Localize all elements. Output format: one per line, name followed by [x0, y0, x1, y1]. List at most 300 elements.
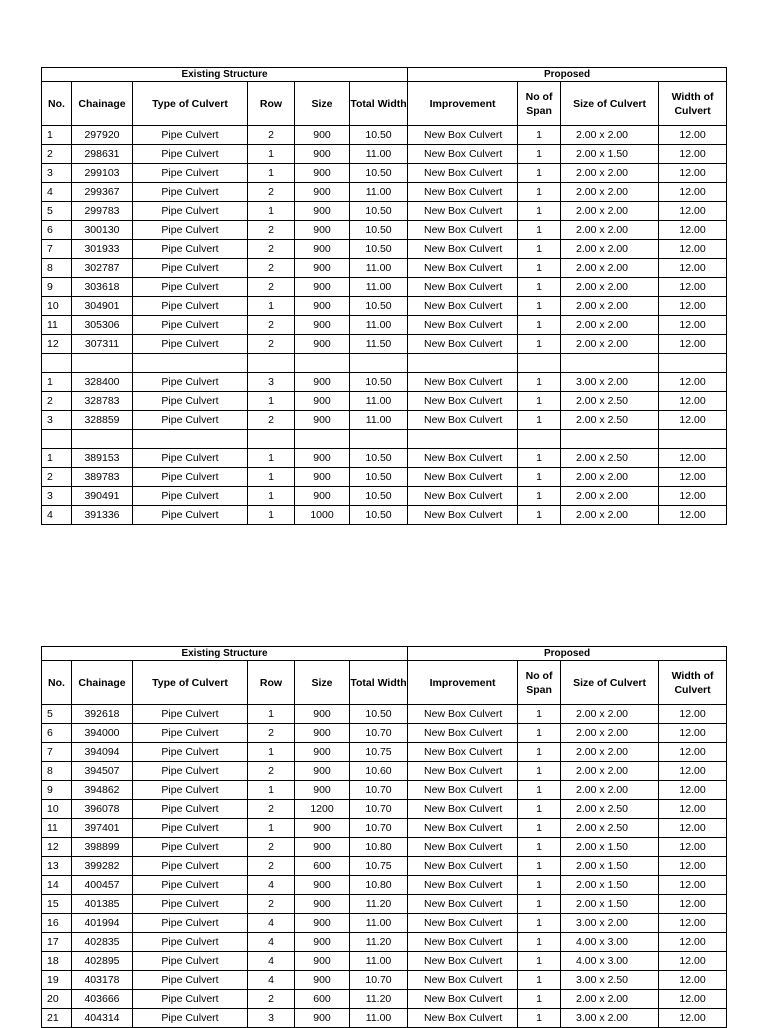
empty-cell	[133, 430, 248, 449]
cell-improvement: New Box Culvert	[408, 781, 518, 800]
cell-no: 2	[42, 145, 72, 164]
cell-row: 2	[248, 335, 295, 354]
proposed-header: Proposed	[408, 68, 727, 82]
cell-width-of-culvert: 12.00	[659, 335, 727, 354]
cell-type-of-culvert: Pipe Culvert	[133, 762, 248, 781]
cell-no: 3	[42, 487, 72, 506]
cell-improvement: New Box Culvert	[408, 724, 518, 743]
table-row	[42, 468, 727, 487]
cell-type-of-culvert: Pipe Culvert	[133, 971, 248, 990]
cell-width-of-culvert: 12.00	[659, 411, 727, 430]
empty-cell	[518, 354, 561, 373]
cell-type-of-culvert: Pipe Culvert	[133, 316, 248, 335]
cell-no-of-span: 1	[518, 468, 561, 487]
cell-width-of-culvert: 12.00	[659, 857, 727, 876]
cell-width-of-culvert: 12.00	[659, 468, 727, 487]
cell-type-of-culvert: Pipe Culvert	[133, 487, 248, 506]
table-row	[42, 487, 727, 506]
cell-no: 16	[42, 914, 72, 933]
cell-size-of-culvert: 3.00 x 2.00	[561, 914, 659, 933]
cell-type-of-culvert: Pipe Culvert	[133, 392, 248, 411]
cell-width-of-culvert: 12.00	[659, 316, 727, 335]
cell-size: 900	[295, 278, 350, 297]
cell-no-of-span: 1	[518, 183, 561, 202]
cell-chainage: 401994	[72, 914, 133, 933]
cell-type-of-culvert: Pipe Culvert	[133, 240, 248, 259]
cell-size: 900	[295, 259, 350, 278]
cell-row: 2	[248, 183, 295, 202]
cell-chainage: 297920	[72, 126, 133, 145]
cell-chainage: 300130	[72, 221, 133, 240]
cell-width-of-culvert: 12.00	[659, 297, 727, 316]
cell-no-of-span: 1	[518, 373, 561, 392]
cell-size-of-culvert: 2.00 x 2.00	[561, 316, 659, 335]
cell-size-of-culvert: 3.00 x 2.00	[561, 1009, 659, 1028]
cell-type-of-culvert: Pipe Culvert	[133, 895, 248, 914]
cell-no-of-span: 1	[518, 781, 561, 800]
cell-no-of-span: 1	[518, 449, 561, 468]
cell-size: 1200	[295, 800, 350, 819]
cell-improvement: New Box Culvert	[408, 506, 518, 525]
cell-total-width: 11.00	[350, 278, 408, 297]
cell-chainage: 397401	[72, 819, 133, 838]
cell-row: 1	[248, 449, 295, 468]
cell-type-of-culvert: Pipe Culvert	[133, 914, 248, 933]
cell-no-of-span: 1	[518, 164, 561, 183]
cell-improvement: New Box Culvert	[408, 487, 518, 506]
cell-no-of-span: 1	[518, 126, 561, 145]
cell-improvement: New Box Culvert	[408, 164, 518, 183]
table-row	[42, 1009, 727, 1028]
cell-no: 6	[42, 221, 72, 240]
cell-size-of-culvert: 2.00 x 1.50	[561, 145, 659, 164]
cell-width-of-culvert: 12.00	[659, 487, 727, 506]
cell-no: 10	[42, 297, 72, 316]
cell-no: 8	[42, 762, 72, 781]
cell-width-of-culvert: 12.00	[659, 895, 727, 914]
cell-improvement: New Box Culvert	[408, 392, 518, 411]
table-row	[42, 240, 727, 259]
col-type-of-culvert: Type of Culvert	[133, 661, 248, 705]
table-row	[42, 278, 727, 297]
cell-width-of-culvert: 12.00	[659, 800, 727, 819]
cell-chainage: 302787	[72, 259, 133, 278]
cell-row: 4	[248, 933, 295, 952]
cell-size-of-culvert: 2.00 x 2.00	[561, 762, 659, 781]
cell-size-of-culvert: 2.00 x 2.00	[561, 990, 659, 1009]
col-chainage: Chainage	[72, 82, 133, 126]
cell-width-of-culvert: 12.00	[659, 392, 727, 411]
existing-structure-header: Existing Structure	[42, 647, 408, 661]
cell-no-of-span: 1	[518, 240, 561, 259]
cell-no-of-span: 1	[518, 762, 561, 781]
cell-row: 2	[248, 411, 295, 430]
table-row	[42, 724, 727, 743]
cell-chainage: 298631	[72, 145, 133, 164]
cell-improvement: New Box Culvert	[408, 373, 518, 392]
cell-size-of-culvert: 2.00 x 2.00	[561, 126, 659, 145]
cell-chainage: 394507	[72, 762, 133, 781]
cell-total-width: 11.00	[350, 914, 408, 933]
cell-improvement: New Box Culvert	[408, 183, 518, 202]
cell-type-of-culvert: Pipe Culvert	[133, 411, 248, 430]
cell-improvement: New Box Culvert	[408, 762, 518, 781]
group-separator-row	[42, 430, 727, 449]
cell-total-width: 10.80	[350, 876, 408, 895]
culvert-table-2	[41, 646, 727, 1028]
cell-total-width: 10.70	[350, 781, 408, 800]
cell-size: 600	[295, 857, 350, 876]
cell-type-of-culvert: Pipe Culvert	[133, 990, 248, 1009]
cell-size: 900	[295, 164, 350, 183]
existing-structure-header: Existing Structure	[42, 68, 408, 82]
cell-width-of-culvert: 12.00	[659, 164, 727, 183]
cell-no-of-span: 1	[518, 819, 561, 838]
cell-improvement: New Box Culvert	[408, 857, 518, 876]
cell-size: 900	[295, 762, 350, 781]
cell-total-width: 10.70	[350, 724, 408, 743]
cell-row: 2	[248, 259, 295, 278]
cell-no-of-span: 1	[518, 838, 561, 857]
cell-no: 17	[42, 933, 72, 952]
cell-row: 2	[248, 316, 295, 335]
cell-width-of-culvert: 12.00	[659, 838, 727, 857]
empty-cell	[350, 354, 408, 373]
cell-no-of-span: 1	[518, 914, 561, 933]
cell-no: 7	[42, 743, 72, 762]
table-row	[42, 990, 727, 1009]
cell-size-of-culvert: 4.00 x 3.00	[561, 952, 659, 971]
cell-size-of-culvert: 2.00 x 2.00	[561, 259, 659, 278]
cell-improvement: New Box Culvert	[408, 240, 518, 259]
table-row	[42, 933, 727, 952]
cell-improvement: New Box Culvert	[408, 202, 518, 221]
cell-total-width: 11.00	[350, 183, 408, 202]
cell-size-of-culvert: 3.00 x 2.50	[561, 971, 659, 990]
cell-improvement: New Box Culvert	[408, 800, 518, 819]
cell-no-of-span: 1	[518, 221, 561, 240]
cell-no: 5	[42, 705, 72, 724]
cell-size-of-culvert: 2.00 x 2.50	[561, 449, 659, 468]
cell-no: 1	[42, 373, 72, 392]
cell-type-of-culvert: Pipe Culvert	[133, 449, 248, 468]
cell-row: 1	[248, 164, 295, 183]
cell-chainage: 299103	[72, 164, 133, 183]
cell-no-of-span: 1	[518, 990, 561, 1009]
cell-no: 6	[42, 724, 72, 743]
table-row	[42, 781, 727, 800]
cell-row: 2	[248, 724, 295, 743]
group-separator-row	[42, 354, 727, 373]
cell-size: 900	[295, 914, 350, 933]
cell-size-of-culvert: 2.00 x 2.00	[561, 487, 659, 506]
cell-no: 14	[42, 876, 72, 895]
empty-cell	[350, 430, 408, 449]
cell-size: 900	[295, 952, 350, 971]
cell-width-of-culvert: 12.00	[659, 781, 727, 800]
cell-row: 2	[248, 838, 295, 857]
cell-chainage: 403178	[72, 971, 133, 990]
cell-row: 1	[248, 819, 295, 838]
cell-total-width: 10.50	[350, 297, 408, 316]
cell-row: 2	[248, 895, 295, 914]
cell-type-of-culvert: Pipe Culvert	[133, 819, 248, 838]
cell-size-of-culvert: 2.00 x 2.00	[561, 297, 659, 316]
cell-total-width: 11.00	[350, 1009, 408, 1028]
cell-size-of-culvert: 2.00 x 2.00	[561, 468, 659, 487]
cell-width-of-culvert: 12.00	[659, 506, 727, 525]
cell-row: 3	[248, 373, 295, 392]
cell-size: 600	[295, 990, 350, 1009]
col-improvement: Improvement	[408, 661, 518, 705]
cell-size: 900	[295, 933, 350, 952]
col-row: Row	[248, 82, 295, 126]
empty-cell	[561, 430, 659, 449]
cell-total-width: 10.60	[350, 762, 408, 781]
table-row	[42, 705, 727, 724]
cell-chainage: 389153	[72, 449, 133, 468]
cell-total-width: 10.75	[350, 857, 408, 876]
cell-chainage: 392618	[72, 705, 133, 724]
cell-size-of-culvert: 2.00 x 2.00	[561, 743, 659, 762]
cell-no-of-span: 1	[518, 202, 561, 221]
cell-no: 12	[42, 838, 72, 857]
cell-type-of-culvert: Pipe Culvert	[133, 506, 248, 525]
col-row: Row	[248, 661, 295, 705]
table-row	[42, 373, 727, 392]
table-row	[42, 164, 727, 183]
cell-total-width: 10.75	[350, 743, 408, 762]
cell-row: 1	[248, 145, 295, 164]
cell-size: 900	[295, 411, 350, 430]
cell-row: 3	[248, 1009, 295, 1028]
cell-no: 11	[42, 819, 72, 838]
cell-width-of-culvert: 12.00	[659, 724, 727, 743]
cell-size: 900	[295, 838, 350, 857]
table-row	[42, 183, 727, 202]
col-type-of-culvert: Type of Culvert	[133, 82, 248, 126]
cell-no: 3	[42, 411, 72, 430]
cell-row: 4	[248, 971, 295, 990]
cell-width-of-culvert: 12.00	[659, 914, 727, 933]
cell-width-of-culvert: 12.00	[659, 202, 727, 221]
cell-size-of-culvert: 2.00 x 2.00	[561, 221, 659, 240]
cell-no-of-span: 1	[518, 392, 561, 411]
cell-chainage: 328400	[72, 373, 133, 392]
cell-width-of-culvert: 12.00	[659, 990, 727, 1009]
cell-row: 1	[248, 506, 295, 525]
cell-improvement: New Box Culvert	[408, 952, 518, 971]
cell-row: 2	[248, 278, 295, 297]
table-row	[42, 743, 727, 762]
cell-no: 15	[42, 895, 72, 914]
cell-improvement: New Box Culvert	[408, 316, 518, 335]
empty-cell	[248, 354, 295, 373]
cell-type-of-culvert: Pipe Culvert	[133, 933, 248, 952]
empty-cell	[42, 430, 72, 449]
cell-chainage: 328783	[72, 392, 133, 411]
table-row	[42, 506, 727, 525]
cell-no: 1	[42, 126, 72, 145]
cell-size: 900	[295, 221, 350, 240]
cell-no-of-span: 1	[518, 724, 561, 743]
cell-width-of-culvert: 12.00	[659, 933, 727, 952]
col-size: Size	[295, 661, 350, 705]
cell-size-of-culvert: 2.00 x 2.50	[561, 800, 659, 819]
cell-no: 1	[42, 449, 72, 468]
cell-row: 2	[248, 126, 295, 145]
table-row	[42, 857, 727, 876]
cell-size-of-culvert: 2.00 x 1.50	[561, 838, 659, 857]
table-row	[42, 449, 727, 468]
cell-size: 900	[295, 449, 350, 468]
cell-total-width: 10.50	[350, 468, 408, 487]
empty-cell	[561, 354, 659, 373]
cell-type-of-culvert: Pipe Culvert	[133, 259, 248, 278]
cell-no: 20	[42, 990, 72, 1009]
cell-size: 1000	[295, 506, 350, 525]
col-size-of-culvert: Size of Culvert	[561, 661, 659, 705]
cell-improvement: New Box Culvert	[408, 126, 518, 145]
cell-total-width: 10.50	[350, 164, 408, 183]
cell-row: 4	[248, 876, 295, 895]
cell-no-of-span: 1	[518, 297, 561, 316]
cell-size: 900	[295, 335, 350, 354]
cell-type-of-culvert: Pipe Culvert	[133, 145, 248, 164]
cell-row: 1	[248, 468, 295, 487]
empty-cell	[518, 430, 561, 449]
cell-no: 3	[42, 164, 72, 183]
cell-type-of-culvert: Pipe Culvert	[133, 838, 248, 857]
cell-total-width: 11.00	[350, 411, 408, 430]
cell-width-of-culvert: 12.00	[659, 126, 727, 145]
cell-no: 9	[42, 278, 72, 297]
empty-cell	[72, 430, 133, 449]
cell-improvement: New Box Culvert	[408, 297, 518, 316]
cell-size-of-culvert: 2.00 x 1.50	[561, 895, 659, 914]
empty-cell	[295, 430, 350, 449]
cell-no: 2	[42, 468, 72, 487]
cell-width-of-culvert: 12.00	[659, 221, 727, 240]
cell-size: 900	[295, 971, 350, 990]
cell-type-of-culvert: Pipe Culvert	[133, 743, 248, 762]
cell-total-width: 10.50	[350, 126, 408, 145]
cell-size: 900	[295, 316, 350, 335]
cell-size-of-culvert: 2.00 x 1.50	[561, 857, 659, 876]
cell-size-of-culvert: 2.00 x 2.00	[561, 506, 659, 525]
cell-chainage: 328859	[72, 411, 133, 430]
cell-no-of-span: 1	[518, 1009, 561, 1028]
empty-cell	[408, 430, 518, 449]
cell-chainage: 394000	[72, 724, 133, 743]
cell-row: 2	[248, 857, 295, 876]
cell-improvement: New Box Culvert	[408, 971, 518, 990]
cell-chainage: 398899	[72, 838, 133, 857]
cell-total-width: 10.50	[350, 221, 408, 240]
cell-chainage: 299367	[72, 183, 133, 202]
col-no-of-span: No of Span	[518, 82, 561, 126]
table-row	[42, 126, 727, 145]
col-no: No.	[42, 82, 72, 126]
cell-type-of-culvert: Pipe Culvert	[133, 857, 248, 876]
cell-no: 4	[42, 506, 72, 525]
cell-improvement: New Box Culvert	[408, 411, 518, 430]
cell-width-of-culvert: 12.00	[659, 971, 727, 990]
cell-total-width: 10.50	[350, 705, 408, 724]
cell-type-of-culvert: Pipe Culvert	[133, 781, 248, 800]
cell-type-of-culvert: Pipe Culvert	[133, 876, 248, 895]
cell-total-width: 10.50	[350, 373, 408, 392]
cell-total-width: 10.50	[350, 202, 408, 221]
cell-chainage: 403666	[72, 990, 133, 1009]
cell-size-of-culvert: 2.00 x 2.00	[561, 202, 659, 221]
cell-total-width: 10.50	[350, 240, 408, 259]
cell-type-of-culvert: Pipe Culvert	[133, 202, 248, 221]
cell-chainage: 402895	[72, 952, 133, 971]
empty-cell	[248, 430, 295, 449]
cell-size: 900	[295, 876, 350, 895]
cell-size: 900	[295, 468, 350, 487]
col-total-width: Total Width	[350, 82, 408, 126]
cell-chainage: 402835	[72, 933, 133, 952]
cell-chainage: 396078	[72, 800, 133, 819]
cell-size: 900	[295, 126, 350, 145]
cell-row: 4	[248, 952, 295, 971]
cell-type-of-culvert: Pipe Culvert	[133, 278, 248, 297]
cell-size-of-culvert: 2.00 x 2.00	[561, 164, 659, 183]
cell-total-width: 11.00	[350, 259, 408, 278]
cell-size-of-culvert: 2.00 x 2.50	[561, 411, 659, 430]
table-row	[42, 952, 727, 971]
cell-row: 2	[248, 221, 295, 240]
empty-cell	[295, 354, 350, 373]
cell-size: 900	[295, 1009, 350, 1028]
cell-no-of-span: 1	[518, 743, 561, 762]
cell-type-of-culvert: Pipe Culvert	[133, 1009, 248, 1028]
cell-no-of-span: 1	[518, 506, 561, 525]
cell-total-width: 11.00	[350, 316, 408, 335]
empty-cell	[659, 354, 727, 373]
cell-improvement: New Box Culvert	[408, 743, 518, 762]
cell-total-width: 11.00	[350, 952, 408, 971]
cell-improvement: New Box Culvert	[408, 221, 518, 240]
cell-total-width: 10.70	[350, 819, 408, 838]
cell-size: 900	[295, 781, 350, 800]
cell-no: 5	[42, 202, 72, 221]
empty-cell	[408, 354, 518, 373]
cell-chainage: 401385	[72, 895, 133, 914]
cell-row: 1	[248, 487, 295, 506]
table-row	[42, 762, 727, 781]
cell-improvement: New Box Culvert	[408, 876, 518, 895]
col-improvement: Improvement	[408, 82, 518, 126]
cell-no-of-span: 1	[518, 800, 561, 819]
cell-chainage: 305306	[72, 316, 133, 335]
col-size-of-culvert: Size of Culvert	[561, 82, 659, 126]
cell-size-of-culvert: 2.00 x 2.00	[561, 724, 659, 743]
cell-size: 900	[295, 819, 350, 838]
cell-row: 1	[248, 781, 295, 800]
cell-no: 4	[42, 183, 72, 202]
cell-no: 10	[42, 800, 72, 819]
cell-size: 900	[295, 487, 350, 506]
table-row	[42, 316, 727, 335]
cell-improvement: New Box Culvert	[408, 259, 518, 278]
col-width-of-culvert: Width of Culvert	[659, 661, 727, 705]
cell-width-of-culvert: 12.00	[659, 183, 727, 202]
cell-improvement: New Box Culvert	[408, 335, 518, 354]
table-row	[42, 838, 727, 857]
